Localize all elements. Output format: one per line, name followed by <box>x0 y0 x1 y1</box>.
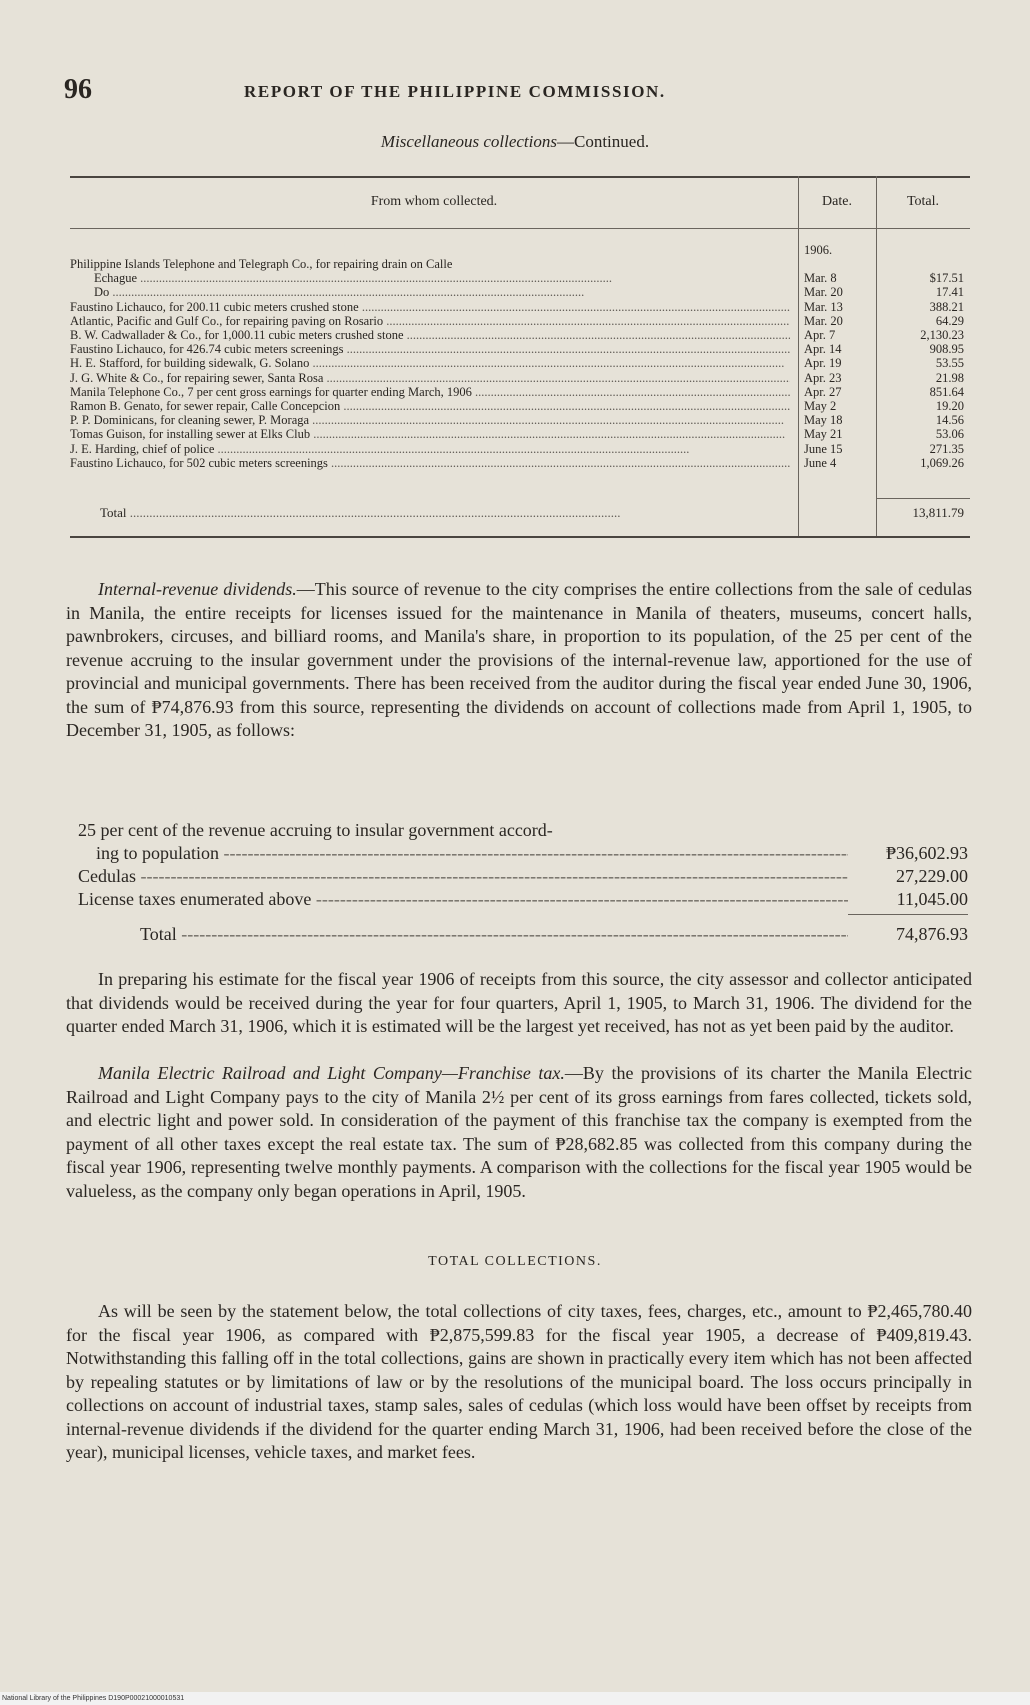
row-date: Apr. 27 <box>804 384 842 399</box>
row-description: Manila Telephone Co., 7 per cent gross earnings for quarter ending March, 1906 ..... <box>70 386 790 399</box>
caption-italic: Miscellaneous collections <box>380 132 557 151</box>
row-date: June 15 <box>804 441 843 456</box>
section-heading: TOTAL COLLECTIONS. <box>428 1254 602 1269</box>
row-date: Apr. 19 <box>804 356 842 371</box>
row-date: Apr. 14 <box>804 342 842 357</box>
paragraph-body: —This source of revenue to the city comprises the entire collections from the sale of cedulas in Manila, the entire receipts for licenses issued for the maintenance in Manila of theaters, museums, concert halls, pawnbrokers, circuses, and billiard rooms, and Manila's share, in proportion to its population, of the 25 per cent of the revenue accruing to the insular government under the provisions of the internal-revenue law, apportioned for the use of provincial and municipal governments. There has been received from the auditor during the fiscal year ended June 30, 1906, the sum of ₱74,876.93 from this source, representing the dividends on account of collections made from April 1, 1905, to December 31, 1905, as follows: <box>66 579 972 740</box>
row-amount: 53.06 <box>935 427 964 442</box>
table-row <box>70 372 970 385</box>
table-row <box>70 414 970 427</box>
dividend-value-1: ₱36,602.93 <box>885 843 968 863</box>
row-description: Faustino Lichauco, for 426.74 cubic meters screenings ..... <box>70 343 790 356</box>
row-description: J. G. White & Co., for repairing sewer, Santa Rosa ..... <box>70 372 790 385</box>
row-date: May 18 <box>804 413 843 428</box>
dividend-label-2: Cedulas ----- <box>78 866 848 886</box>
header-date: Date. <box>822 194 852 209</box>
row-amount: 1,069.26 <box>920 455 964 470</box>
paragraph-body: In preparing his estimate for the fiscal year 1906 of receipts from this source, the city assessor and collector anticipated that dividends would be received during the year for four quarters, April 1, 1905, to March 31, 1906. The dividend for the quarter ended March 31, 1906, which it is estimated will be the largest yet received, has not as yet been paid by the auditor. <box>66 969 972 1036</box>
dividend-value-3: 11,045.00 <box>896 889 968 909</box>
paragraph-estimate <box>66 968 972 1039</box>
table-row <box>70 457 970 470</box>
row-date: Apr. 23 <box>804 370 842 385</box>
row-date: Mar. 8 <box>804 271 837 286</box>
running-title: REPORT OF THE PHILIPPINE COMMISSION. <box>244 82 666 101</box>
table-row <box>70 301 970 314</box>
row-date: May 2 <box>804 399 837 413</box>
dividend-label-1b: ing to population ----- <box>78 843 848 863</box>
table-header-rule <box>70 228 970 229</box>
paragraph-internal-revenue <box>66 578 972 743</box>
table-top-rule <box>70 176 970 178</box>
table-row <box>70 315 970 328</box>
table-bottom-rule <box>70 536 970 538</box>
row-description: Echague ..... <box>94 272 790 285</box>
dividend-line-1 <box>78 843 968 863</box>
row-date: Mar. 13 <box>804 299 843 314</box>
table-row <box>70 428 970 441</box>
total-amount: 13,811.79 <box>912 505 964 520</box>
row-amount: 19.20 <box>935 399 964 413</box>
paragraph-body: —By the provisions of its charter the Manila Electric Railroad and Light Company pays to the city of Manila 2½ per cent of its gross earnings from fares collected, tickets sold, and electric light and power sold. In consideration of the payment of this franchise tax the company is exempted from the payment of all other taxes except the real estate tax. The sum of ₱28,682.85 was collected from this company during the fiscal year 1906, representing twelve monthly payments. A comparison with the collections for the fiscal year 1905 would be valueless, as the company only began operations in April, 1905. <box>66 1063 972 1201</box>
paragraph-total-collections <box>66 1300 972 1465</box>
row-date: Mar. 20 <box>804 285 843 300</box>
row-amount: 17.41 <box>935 285 964 300</box>
total-rule <box>876 498 970 499</box>
paragraph-body: As will be seen by the statement below, the total collections of city taxes, fees, charges, etc., amount to ₱2,465,780.40 for the fiscal year 1906, as compared with ₱2,875,599.83 for the fiscal year 1905, a decrease of ₱409,819.43. Notwithstanding this falling off in the total collections, gains are shown in practically every item which has not been affected by repealing statutes or by limitations of law or by the resolutions of the municipal board. The loss occurs principally in collections on account of industrial taxes, stamp sales, sales of cedulas (which loss would have been offset by receipts from internal-revenue dividends if the dividend for the quarter ending March 31, 1906, had been received before the close of the year), municipal licenses, vehicle taxes, and market fees. <box>66 1301 972 1462</box>
caption-rest: —Continued. <box>557 132 650 151</box>
table-caption <box>0 132 1030 152</box>
row-amount: 21.98 <box>935 370 964 385</box>
row-description: Ramon B. Genato, for sewer repair, Calle Concepcion ..... <box>70 400 790 413</box>
table-row <box>70 443 970 456</box>
row-description: Tomas Guison, for installing sewer at Elks Club ..... <box>70 428 790 441</box>
year-label: 1906. <box>804 243 833 257</box>
row-amount: 388.21 <box>929 299 964 314</box>
row-description: P. P. Dominicans, for cleaning sewer, P. Moraga ..... <box>70 414 790 427</box>
row-amount: $17.51 <box>929 271 964 286</box>
page-number: 96 <box>64 74 92 105</box>
header-from-whom: From whom collected. <box>370 194 498 209</box>
table-total-row <box>70 506 970 519</box>
dividend-total-label: Total ----- <box>78 924 848 944</box>
dividend-value-2: 27,229.00 <box>896 866 968 886</box>
table-row <box>70 386 970 399</box>
paragraph-franchise-tax <box>66 1062 972 1203</box>
header-total: Total. <box>906 194 940 209</box>
row-amount: 908.95 <box>929 342 964 357</box>
row-date: June 4 <box>804 455 837 470</box>
paragraph-lead: Manila Electric Railroad and Light Company—Franchise tax. <box>98 1063 565 1083</box>
row-date: Apr. 7 <box>804 328 836 342</box>
row-description: Philippine Islands Telephone and Telegraph Co., for repairing drain on Calle <box>70 258 453 271</box>
row-amount: 14.56 <box>935 413 964 428</box>
total-label: Total ..... <box>100 506 790 519</box>
table-row <box>70 400 970 413</box>
row-amount: 271.35 <box>929 441 964 456</box>
table-row <box>70 343 970 356</box>
dividend-label-1a: 25 per cent of the revenue accruing to insular government accord- <box>78 820 553 840</box>
row-description: B. W. Cadwallader & Co., for 1,000.11 cubic meters crushed stone ..... <box>70 329 790 342</box>
table-row <box>70 329 970 342</box>
running-head <box>64 74 970 108</box>
row-description: Atlantic, Pacific and Gulf Co., for repairing paving on Rosario ..... <box>70 315 790 328</box>
row-amount: 53.55 <box>935 356 964 371</box>
row-description: J. E. Harding, chief of police ..... <box>70 443 790 456</box>
row-date: May 21 <box>804 427 843 442</box>
dividend-total-line <box>78 924 968 944</box>
row-amount: 64.29 <box>935 313 964 328</box>
table-row <box>70 286 970 299</box>
dividend-total-value: 74,876.93 <box>896 924 968 944</box>
dividend-sum-rule <box>848 914 968 915</box>
row-description: Faustino Lichauco, for 200.11 cubic meters crushed stone ..... <box>70 301 790 314</box>
paragraph-lead: Internal-revenue dividends. <box>98 579 297 599</box>
table-row <box>70 272 970 285</box>
dividend-line-2 <box>78 866 968 886</box>
scan-footer: National Library of the Philippines D190P00021000010531 <box>0 1692 1030 1705</box>
dividend-label-3: License taxes enumerated above ----- <box>78 889 848 909</box>
row-description: H. E. Stafford, for building sidewalk, G. Solano ..... <box>70 357 790 370</box>
table-row <box>70 258 970 271</box>
dividend-line-3 <box>78 889 968 909</box>
row-description: Faustino Lichauco, for 502 cubic meters screenings ..... <box>70 457 790 470</box>
dividend-line-1a <box>78 820 968 840</box>
row-description: Do ..... <box>94 286 790 299</box>
row-date: Mar. 20 <box>804 313 843 328</box>
row-amount: 2,130.23 <box>920 328 964 342</box>
table-row <box>70 357 970 370</box>
row-amount: 851.64 <box>929 384 964 399</box>
